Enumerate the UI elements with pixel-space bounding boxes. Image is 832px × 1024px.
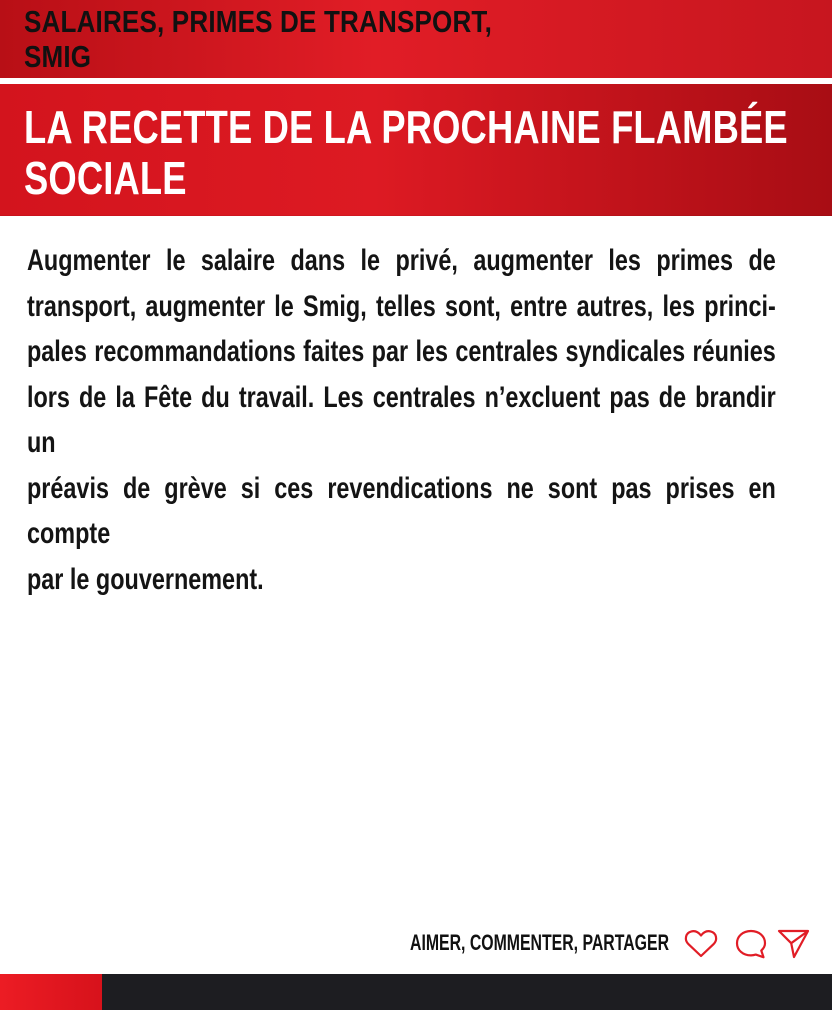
article-kicker: [24, 4, 662, 74]
bottom-accent-dark: [102, 974, 832, 1010]
bottom-accent-red: [0, 974, 102, 1010]
comment-icon[interactable]: [732, 924, 770, 962]
article-headline: [24, 101, 788, 204]
headline-line: LA RECETTE DE LA PROCHAINE FLAMBÉE: [24, 101, 788, 153]
body-line: transport, augmenter le Smig, telles sont, entre autres, les princi-: [27, 289, 776, 323]
share-icon[interactable]: [774, 924, 812, 962]
body-line: préavis de grève si ces revendications ne sont pas prises en compte: [27, 471, 776, 550]
headline-banner: [0, 84, 832, 216]
top-kicker-banner: [0, 0, 832, 78]
body-line: pales recommandations faites par les centrales syndicales réunies: [27, 335, 776, 368]
body-line: Augmenter le salaire dans le privé, augmenter les primes de: [27, 244, 776, 277]
body-line: par le gouvernement.: [27, 562, 264, 596]
bottom-margin: [0, 1010, 832, 1024]
kicker-line: SALAIRES, PRIMES DE TRANSPORT,: [24, 4, 493, 39]
kicker-line: SMIG: [24, 39, 92, 74]
social-actions: [410, 924, 806, 962]
heart-icon[interactable]: [682, 924, 720, 962]
headline-line: SOCIALE: [24, 152, 187, 204]
article-body: [27, 238, 776, 602]
body-line: lors de la Fête du travail. Les centrales n’excluent pas de brandir un: [27, 380, 776, 459]
social-actions-label: AIMER, COMMENTER, PARTAGER: [410, 930, 670, 955]
